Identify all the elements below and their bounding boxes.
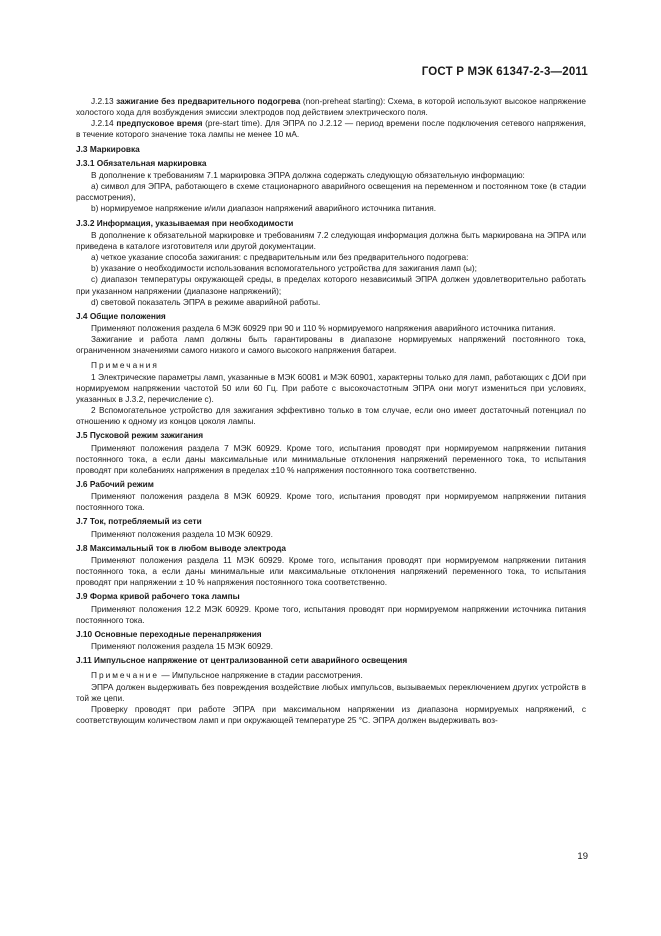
body-paragraph: Применяют положения раздела 15 МЭК 60929.: [91, 641, 273, 652]
document-body: [76, 96, 586, 726]
section-heading: J.3.1 Обязательная маркировка: [76, 157, 207, 168]
body-paragraph: В дополнение к требованиям 7.1 маркировка ЭПРА должна содержать следующую обязательную информацию:: [91, 169, 525, 180]
body-paragraph: J.2.13 зажигание без предварительного подогрева (non-preheat starting): Схема, в которой используют высокое напряжение холостого хода для возбуждения эмиссии электродов под действием электрического поля.: [76, 96, 586, 118]
section-heading: J.7 Ток, потребляемый из сети: [76, 516, 202, 527]
body-paragraph: В дополнение к обязательной маркировке и требованиям 7.2 следующая информация должна быть маркирована на ЭПРА или приведена в каталоге изготовителя или другой документации.: [76, 229, 586, 251]
body-paragraph: а) четкое указание способа зажигания: с предварительным или без предварительного подогрева:: [91, 252, 469, 263]
page-number: 19: [577, 851, 588, 862]
body-paragraph: Применяют положения раздела 6 МЭК 60929 при 90 и 110 % нормируемого напряжения аварийного источника питания.: [91, 322, 556, 333]
body-paragraph: J.2.14 предпусковое время (pre-start time). Для ЭПРА по J.2.12 — период времени после подключения сетевого напряжения, в течение которого значение тока лампы не менее 10 мА.: [76, 118, 586, 140]
note-paragraph: Примечание — Импульсное напряжение в стадии рассмотрения.: [91, 670, 363, 681]
body-paragraph: Применяют положения 12.2 МЭК 60929. Кроме того, испытания проводят при нормируемом напряжении источника питания постоянного тока.: [76, 603, 586, 625]
document-code-header: ГОСТ Р МЭК 61347-2-3—2011: [421, 66, 588, 78]
body-paragraph: ЭПРА должен выдерживать без повреждения воздействие любых импульсов, вызываемых переключением других устройств в той же цепи.: [76, 681, 586, 703]
body-paragraph: Применяют положения раздела 8 МЭК 60929. Кроме того, испытания проводят при нормируемом напряжении питания постоянного тока.: [76, 491, 586, 513]
section-heading: J.6 Рабочий режим: [76, 479, 154, 489]
section-heading: J.3 Маркировка: [76, 143, 140, 154]
body-paragraph: Применяют положения раздела 11 МЭК 60929. Кроме того, испытания проводят при нормируемом напряжении питания постоянного тока, а если даны минимальные или максимальные отклонения напряжений переменного тока, то испытания проводят при напряжении ± 10 % напряжения постоянного тока соответственно.: [76, 554, 586, 588]
body-paragraph: Проверку проводят при работе ЭПРА при максимальном напряжении из диапазона нормируемых напряжений, с соответствующим количеством ламп и при окружающей температуре 25 °С. ЭПРА должен выдерживать воз-: [76, 703, 586, 725]
body-paragraph: 1 Электрические параметры ламп, указанные в МЭК 60081 и МЭК 60901, характерны только для ламп, работающих с ДОИ при нормируемом напряжении частотой 50 или 60 Гц. При работе с высокочастотным ЭПРА они могут измениться при условиях, указанных в J.3.2, перечисление с).: [76, 371, 586, 404]
section-heading: J.9 Форма кривой рабочего тока лампы: [76, 591, 240, 602]
body-paragraph: а) символ для ЭПРА, работающего в схеме стационарного аварийного освещения на переменном и постоянном токе (в стадии рассмотрения),: [76, 181, 586, 203]
section-heading: J.3.2 Информация, указываемая при необходимости: [76, 217, 294, 228]
body-paragraph: b) указание о необходимости использования вспомогательного устройства для зажигания ламп (ы);: [91, 263, 477, 274]
body-paragraph: d) световой показатель ЭПРА в режиме аварийной работы.: [91, 296, 321, 307]
note-label: Примечание: [91, 670, 160, 681]
term-bold: зажигание без предварительного подогрева: [116, 96, 301, 106]
section-heading: J.4 Общие положения: [76, 310, 166, 321]
notes-label-text: Примечания: [91, 360, 159, 371]
body-paragraph: Зажигание и работа ламп должны быть гарантированы в диапазоне нормируемых напряжений постоянного тока, ограниченном значениями самого низкого и самого высокого напряжения батареи.: [76, 334, 586, 356]
body-paragraph: Применяют положения раздела 10 МЭК 60929.: [91, 528, 273, 539]
section-heading: J.5 Пусковой режим зажигания: [76, 430, 204, 441]
notes-label: [76, 360, 586, 371]
section-heading: J.11 Импульсное напряжение от централизованной сети аварийного освещения: [76, 655, 408, 666]
body-paragraph: b) нормируемое напряжение и/или диапазон напряжений аварийного источника питания.: [91, 203, 437, 214]
body-paragraph: Применяют положения раздела 7 МЭК 60929. Кроме того, испытания проводят при нормируемом напряжении питания постоянного тока, а если даны максимальные или минимальные отклонения напряжений переменного тока, то испытания проводят при колебаниях напряжения в пределах ±10 % напряжения постоянного тока соответственно.: [76, 442, 586, 475]
section-heading: J.10 Основные переходные перенапряжения: [76, 628, 262, 639]
body-paragraph: 2 Вспомогательное устройство для зажигания эффективно только в том случае, если оно имеет достаточный потенциал по отношению к одному из концов цоколя лампы.: [76, 405, 586, 427]
section-heading: J.8 Максимальный ток в любом выводе электрода: [76, 542, 286, 553]
term-bold: предпусковое время: [116, 118, 203, 129]
body-paragraph: c) диапазон температуры окружающей среды, в пределах которого независимый ЭПРА должен удовлетворительно работать при указанном напряжении (диапазоне напряжений);: [76, 274, 586, 296]
